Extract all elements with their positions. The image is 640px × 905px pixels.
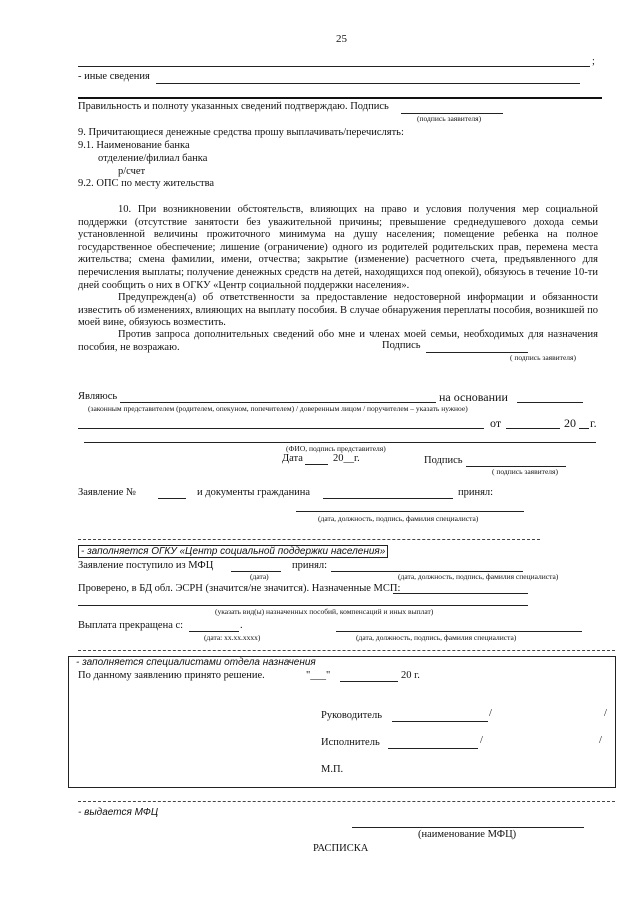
mfc-section-header: - выдается МФЦ (78, 807, 159, 818)
assigned-msp-line[interactable] (393, 593, 528, 594)
stopped-spec-line[interactable] (336, 631, 582, 632)
stopped-spec-caption: (дата, должность, подпись, фамилия специалиста) (356, 633, 517, 642)
representative-caption: (ФИО, подпись представителя) (286, 444, 386, 453)
from-label: от (490, 416, 502, 430)
basis-line[interactable] (517, 402, 583, 403)
head-slash-1: / (489, 708, 492, 719)
mfc-received-label: Заявление поступило из МФЦ (78, 560, 214, 571)
mfc-date-caption: (дата) (250, 572, 269, 581)
head-signature-line[interactable] (392, 721, 488, 722)
stopped-label: Выплата прекращена с: (78, 620, 184, 631)
paragraph-consent: Против запроса дополнительных сведений обо мне и членах моей семьи, необходимых для назначения пособия, не возражаю. (78, 329, 598, 353)
application-number-label: Заявление № (78, 487, 137, 498)
citizen-name-line[interactable] (323, 498, 453, 499)
account-label: р/счет (118, 166, 146, 177)
checked-text: Проверено, в БД обл. ЭСРН (значится/не значится). Назначенные МСП: (78, 583, 401, 594)
other-info-line[interactable] (156, 83, 580, 84)
post-office-label: 9.2. ОПС по месту жительства (78, 178, 215, 189)
semicolon: ; (592, 56, 595, 67)
page-number: 25 (336, 33, 347, 45)
basis-label: на основании (439, 390, 508, 404)
year-prefix: 20 (564, 416, 576, 430)
date-year: 20__г. (333, 453, 360, 464)
from-date-line[interactable] (506, 428, 560, 429)
separator-line (78, 97, 602, 99)
am-caption: (законным представителем (родителем, опекуном, попечителем) / доверенным лицом / поручителем – указать нужное) (88, 404, 468, 413)
signature-caption: ( подпись заявителя) (510, 353, 576, 362)
decision-day: "___" (306, 670, 331, 681)
date-label: Дата (282, 453, 303, 464)
cut-line-3 (78, 801, 615, 802)
accepted-label: принял: (458, 487, 494, 498)
am-label: Являюсь (78, 391, 118, 402)
cut-line-2 (78, 650, 615, 651)
center-section-header-text: - заполняется ОГКУ «Центр социальной поддержки населения» (78, 545, 388, 558)
documents-label: и документы гражданина (197, 487, 311, 498)
center-accepted-label: принял: (292, 560, 328, 571)
paragraph-10: 10. При возникновении обстоятельств, влияющих на право и условия получения мер социальной поддержки (отсутствие занятости без уважительной причины; превышение среднедушевого дохода семьи установленной величины прожиточного минимума на душу населения; помещение ребенка на полное государственное обеспечение; лишение (ограничение) одного из родителей родительских прав, перемена места жительства; смена фамилии, имени, отчества; закрытие (изменение) расчетного счета, предъявленного для перечисления выплаты; получение денежных средств на детей, находящихся под опекой), обязуюсь в течение 10-ти дней сообщить о них в ОГКУ «Центр социальной поддержки населения». (78, 204, 598, 291)
executor-label: Исполнитель (321, 737, 380, 748)
signature-2-caption: ( подпись заявителя) (492, 467, 558, 476)
application-number-line[interactable] (158, 498, 186, 499)
confirm-text: Правильность и полноту указанных сведений подтверждаю. Подпись (78, 101, 389, 112)
am-line[interactable] (120, 402, 436, 403)
accepted-caption: (дата, должность, подпись, фамилия специалиста) (318, 514, 479, 523)
head-slash-2: / (604, 708, 607, 719)
center-section-header (78, 546, 388, 558)
date-day-line[interactable] (305, 464, 328, 465)
decision-text: По данному заявлению принято решение. (78, 670, 265, 681)
mfc-name-caption: (наименование МФЦ) (418, 829, 517, 840)
decision-month-line[interactable] (340, 681, 398, 682)
year-suffix: г. (590, 416, 597, 430)
mfc-name-line[interactable] (352, 827, 584, 828)
paragraph-warned: Предупрежден(а) об ответственности за предоставление недостоверной информации и обязанности известить об изменениях, влияющих на выплату пособия. В случае обнаружения переплаты пособия, возникшей по моей вине, обязуюсь возместить. (78, 292, 598, 329)
confirm-caption: (подпись заявителя) (417, 114, 482, 123)
head-label: Руководитель (321, 710, 382, 721)
center-spec-caption: (дата, должность, подпись, фамилия специалиста) (398, 572, 559, 581)
stopped-period: . (240, 620, 243, 631)
signature-2-label: Подпись (424, 455, 463, 466)
year-line[interactable] (579, 428, 589, 429)
other-info-label: - иные сведения (78, 71, 150, 82)
decision-year: 20 г. (401, 670, 420, 681)
payment-heading: 9. Причитающиеся денежные средства прошу выплачивать/перечислять: (78, 127, 404, 138)
assigned-types-line[interactable] (78, 605, 528, 606)
stamp-label: М.П. (321, 764, 344, 775)
executor-slash-2: / (599, 735, 602, 746)
fill-line[interactable] (78, 66, 590, 67)
representative-name-line[interactable] (84, 442, 596, 443)
stopped-date-caption: (дата: хх.хх.хххх) (204, 633, 261, 642)
types-caption: (указать вид(ы) назначенных пособий, компенсаций и иных выплат) (215, 607, 434, 616)
receipt-title: РАСПИСКА (313, 843, 369, 854)
signature-label: Подпись (382, 340, 421, 351)
assign-section-header: - заполняется специалистами отдела назначения (76, 657, 316, 668)
executor-signature-line[interactable] (388, 748, 478, 749)
cut-line (78, 539, 540, 540)
stopped-date-line[interactable] (189, 631, 239, 632)
representative-line[interactable] (78, 428, 484, 429)
branch-label: отделение/филиал банка (98, 153, 208, 164)
accepted-spec-line[interactable] (296, 511, 524, 512)
executor-slash-1: / (480, 735, 483, 746)
bank-name-label: 9.1. Наименование банка (78, 140, 190, 151)
